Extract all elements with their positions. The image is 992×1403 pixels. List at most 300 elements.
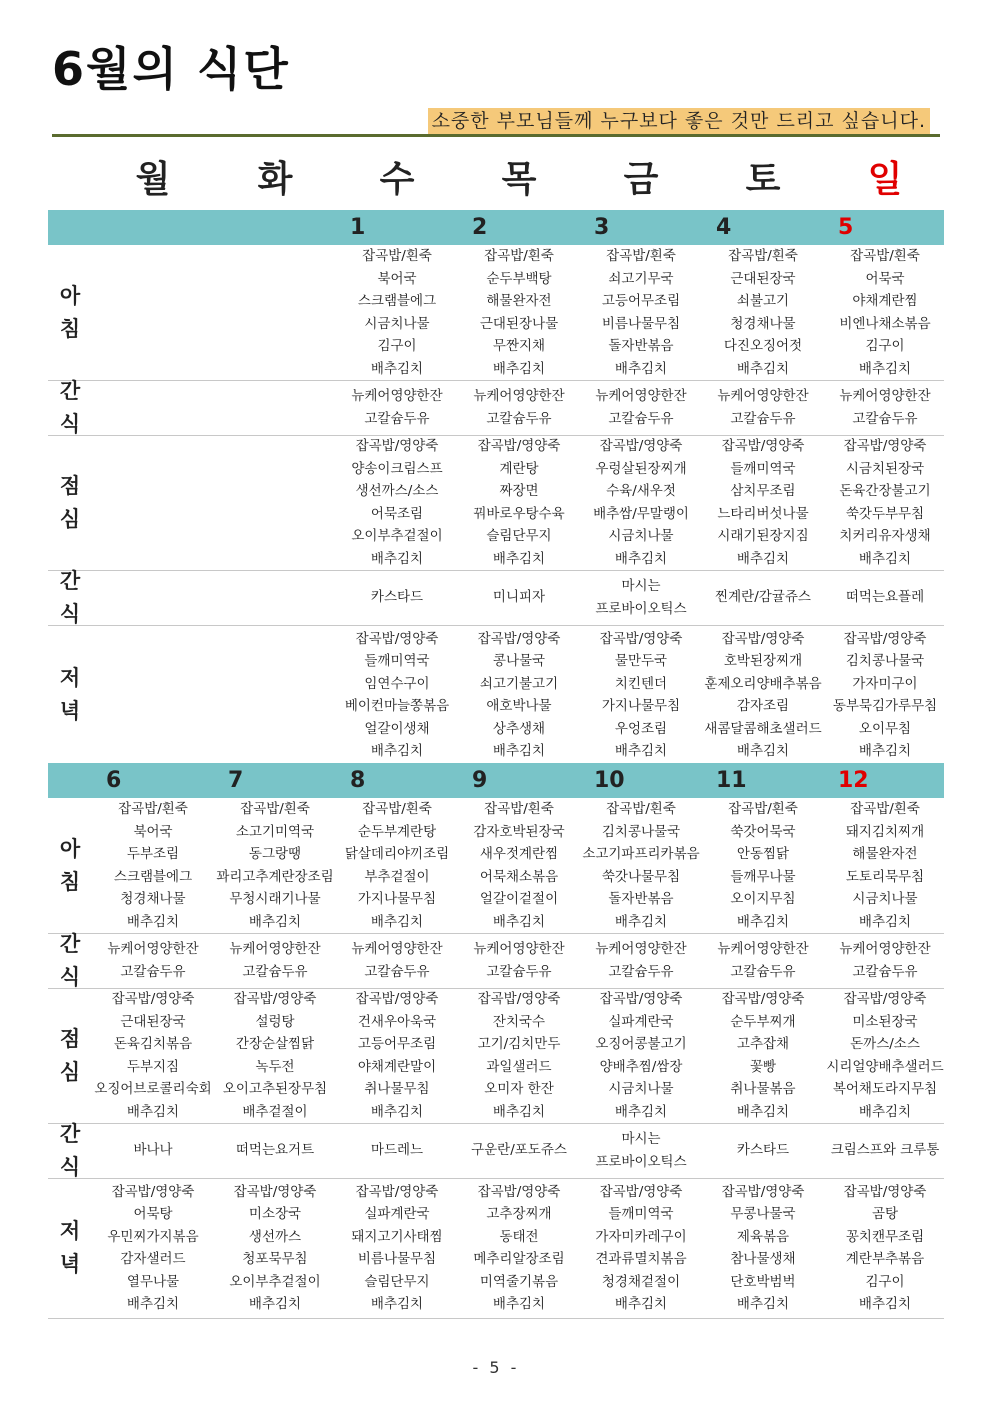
menu-cell — [214, 380, 336, 435]
menu-item: 미소장국 — [248, 1206, 302, 1222]
menu-item: 복어채도라지무침 — [832, 1081, 938, 1097]
menu-item: 배추김치 — [736, 1296, 790, 1312]
menu-item: 돌자반볶음 — [608, 891, 674, 907]
menu-cell — [824, 988, 946, 1123]
menu-item: 시금치나물 — [364, 315, 430, 332]
menu-item: 잡곡밥/영양죽 — [111, 1183, 195, 1200]
menu-item: 잡곡밥/흰죽 — [118, 801, 188, 817]
menu-item: 돈까스/소스 — [850, 1036, 920, 1052]
menu-cell — [336, 988, 458, 1123]
menu-item: 잡곡밥/영양죽 — [477, 1183, 561, 1200]
menu-item: 견과류멸치볶음 — [595, 1251, 687, 1267]
meal-label: 아 침 — [59, 283, 81, 341]
menu-cell — [824, 933, 946, 988]
menu-item: 스크램블에그 — [113, 868, 193, 885]
menu-item: 바나나 — [133, 1142, 173, 1159]
menu-cell — [824, 380, 946, 435]
menu-cell — [580, 380, 702, 435]
day-number: 12 — [838, 768, 869, 793]
menu-item: 프로바이오틱스 — [595, 1153, 687, 1170]
menu-item: 배추김치 — [614, 1103, 668, 1120]
menu-item: 근대된장국 — [120, 1013, 186, 1030]
menu-item: 잡곡밥/흰죽 — [850, 801, 920, 817]
meal-row-snack1 — [48, 933, 944, 989]
menu-item: 야채계란찜 — [852, 293, 918, 309]
menu-item: 오미자 한잔 — [484, 1081, 554, 1097]
menu-item: 해물완자전 — [486, 293, 552, 309]
menu-item: 김구이 — [865, 1273, 905, 1290]
menu-item: 베이컨마늘쫑볶음 — [344, 698, 450, 714]
menu-item: 배추김치 — [370, 360, 424, 377]
menu-item: 김치콩나물국 — [845, 653, 925, 669]
menu-item: 고칼슘두유 — [364, 963, 430, 980]
weekday-1: 화 — [257, 159, 293, 200]
menu-item: 비름나물무침 — [601, 315, 681, 332]
menu-cell — [336, 245, 458, 380]
menu-item: 순두부계란탕 — [357, 823, 437, 840]
menu-item: 시래기된장지짐 — [717, 528, 809, 544]
menu-item: 배추김치 — [858, 1103, 912, 1120]
menu-item: 곰탕 — [871, 1206, 899, 1222]
menu-item: 배추김치 — [492, 743, 546, 759]
menu-cell — [458, 570, 580, 625]
title-divider — [52, 134, 940, 137]
menu-item: 콩나물국 — [492, 653, 546, 669]
menu-cell — [824, 1123, 946, 1178]
menu-cell — [214, 570, 336, 625]
menu-item: 가지나물무침 — [601, 698, 681, 714]
menu-item: 어묵탕 — [133, 1206, 173, 1222]
menu-item: 가자미카레구이 — [595, 1228, 687, 1245]
menu-item: 고기/김치만두 — [477, 1036, 561, 1052]
weekday-3: 목 — [501, 159, 537, 200]
menu-item: 배추김치 — [370, 1103, 424, 1120]
menu-cell — [92, 988, 214, 1123]
meal-label: 점 심 — [59, 473, 81, 531]
menu-item: 우렁살된장찌개 — [595, 460, 687, 477]
menu-item: 뉴케어영양한잔 — [473, 388, 565, 404]
menu-item: 녹두전 — [255, 1058, 295, 1075]
menu-item: 애호박나물 — [486, 698, 552, 714]
menu-item: 배추김치 — [370, 550, 424, 567]
menu-cell — [92, 245, 214, 380]
menu-item: 잡곡밥/영양죽 — [843, 630, 927, 647]
menu-item: 배추김치 — [492, 550, 546, 567]
menu-item: 고등어무조림 — [601, 293, 681, 309]
menu-item: 떠먹는요거트 — [235, 1142, 315, 1159]
menu-item: 배추김치 — [126, 1296, 180, 1312]
menu-item: 오이부추겉절이 — [229, 1273, 321, 1290]
menu-item: 배추김치 — [492, 360, 546, 377]
menu-cell — [580, 1178, 702, 1318]
meal-label: 간 식 — [59, 1121, 81, 1179]
menu-item: 잡곡밥/흰죽 — [850, 248, 920, 264]
menu-item: 잡곡밥/영양죽 — [477, 630, 561, 647]
menu-cell — [702, 380, 824, 435]
menu-item: 청경채나물 — [120, 891, 186, 907]
menu-item: 뉴케어영양한잔 — [595, 388, 687, 404]
menu-item: 고칼슘두유 — [486, 410, 552, 427]
subtitle-banner: 소중한 부모님들께 누구보다 좋은 것만 드리고 싶습니다. — [428, 108, 930, 135]
menu-item: 쑥갓두부무침 — [845, 505, 925, 522]
menu-item: 배추김치 — [858, 360, 912, 377]
menu-cell — [458, 245, 580, 380]
menu-item: 프로바이오틱스 — [595, 600, 687, 617]
menu-cell — [702, 1123, 824, 1178]
menu-item: 잡곡밥/영양죽 — [355, 1183, 439, 1200]
menu-item: 고칼슘두유 — [852, 410, 918, 427]
menu-item: 고등어무조림 — [357, 1036, 437, 1052]
menu-cell — [702, 435, 824, 570]
menu-item: 호박된장찌개 — [723, 653, 803, 669]
menu-item: 간장순살찜닭 — [235, 1036, 315, 1052]
menu-item: 크림스프와 크루통 — [830, 1142, 940, 1159]
menu-item: 오이고추된장무침 — [222, 1081, 328, 1097]
menu-item: 참나물생채 — [730, 1251, 796, 1267]
menu-item: 잡곡밥/영양죽 — [111, 991, 195, 1007]
menu-cell — [580, 988, 702, 1123]
menu-cell — [824, 435, 946, 570]
menu-item: 삼치무조림 — [730, 483, 796, 499]
menu-item: 건새우아욱국 — [357, 1013, 437, 1030]
menu-cell — [458, 435, 580, 570]
menu-item: 잡곡밥/영양죽 — [477, 991, 561, 1007]
menu-item: 마시는 — [621, 1131, 661, 1147]
menu-item: 잡곡밥/흰죽 — [606, 248, 676, 264]
menu-item: 실파계란국 — [364, 1206, 430, 1222]
menu-item: 배추김치 — [736, 550, 790, 567]
menu-item: 미니피자 — [492, 589, 546, 606]
menu-cell — [702, 625, 824, 765]
menu-item: 배추김치 — [736, 360, 790, 377]
menu-item: 배추김치 — [858, 550, 912, 567]
menu-item: 배추김치 — [492, 913, 546, 930]
menu-item: 배추겉절이 — [242, 1103, 308, 1120]
menu-item: 어묵조림 — [370, 505, 424, 522]
menu-cell — [92, 570, 214, 625]
menu-item: 배추김치 — [248, 913, 302, 930]
menu-cell — [580, 570, 702, 625]
menu-item: 닭살데리야끼조림 — [344, 846, 450, 862]
menu-item: 도토리묵무침 — [845, 868, 925, 885]
menu-item: 쇠고기불고기 — [479, 675, 559, 692]
menu-item: 얼갈이생채 — [364, 720, 430, 737]
menu-item: 잡곡밥/흰죽 — [728, 801, 798, 817]
menu-item: 훈제오리양배추볶음 — [704, 675, 822, 692]
menu-item: 잡곡밥/영양죽 — [355, 630, 439, 647]
menu-cell — [214, 625, 336, 765]
menu-item: 배추김치 — [614, 743, 668, 759]
menu-item: 근대된장나물 — [479, 315, 559, 332]
menu-item: 잡곡밥/영양죽 — [233, 1183, 317, 1200]
menu-cell — [458, 933, 580, 988]
menu-item: 고칼슘두유 — [608, 410, 674, 427]
menu-item: 무콩나물국 — [730, 1206, 796, 1222]
meal-row-snack2 — [48, 570, 944, 626]
menu-item: 잡곡밥/흰죽 — [728, 248, 798, 264]
weekday-header — [48, 150, 944, 210]
meal-row-breakfast — [48, 798, 944, 934]
menu-item: 고칼슘두유 — [486, 963, 552, 980]
menu-cell — [580, 435, 702, 570]
menu-item: 새콤달콤해초샐러드 — [704, 720, 822, 737]
meal-row-dinner — [48, 625, 944, 766]
menu-item: 어묵국 — [865, 270, 905, 287]
menu-item: 배추쌈/무말랭이 — [593, 505, 689, 522]
menu-item: 쑥갓나물무침 — [601, 868, 681, 885]
week-date-bar — [48, 210, 944, 245]
menu-cell — [336, 933, 458, 988]
menu-item: 김구이 — [377, 338, 417, 354]
menu-item: 실파계란국 — [608, 1013, 674, 1030]
menu-item: 들깨무나물 — [730, 868, 796, 885]
meal-label: 저 녁 — [59, 1219, 81, 1276]
menu-item: 오징어콩불고기 — [595, 1036, 687, 1052]
menu-item: 잡곡밥/영양죽 — [721, 991, 805, 1007]
menu-item: 느타리버섯나물 — [717, 505, 809, 522]
weekday-0: 월 — [135, 159, 171, 200]
menu-item: 단호박범벅 — [730, 1273, 796, 1290]
meal-label: 점 심 — [59, 1026, 81, 1084]
menu-item: 배추김치 — [736, 1103, 790, 1120]
menu-item: 다진오징어젓 — [723, 338, 803, 354]
menu-item: 배추김치 — [736, 913, 790, 930]
menu-cell — [336, 625, 458, 765]
menu-item: 마드레느 — [370, 1142, 424, 1159]
day-number: 7 — [228, 768, 244, 793]
weekday-2: 수 — [379, 159, 415, 200]
menu-item: 설렁탕 — [255, 1013, 295, 1030]
day-number: 6 — [106, 768, 122, 793]
menu-cell — [214, 988, 336, 1123]
menu-cell — [214, 1178, 336, 1318]
menu-item: 생선까스 — [248, 1228, 302, 1245]
menu-item: 잡곡밥/영양죽 — [599, 630, 683, 647]
menu-item: 취나물볶음 — [730, 1081, 796, 1097]
menu-item: 치커리유자생채 — [839, 528, 931, 544]
menu-item: 고칼슘두유 — [242, 963, 308, 980]
menu-item: 동태전 — [499, 1228, 539, 1245]
menu-item: 잡곡밥/영양죽 — [843, 991, 927, 1007]
meal-label: 저 녁 — [59, 666, 81, 723]
meal-label: 아 침 — [59, 836, 81, 894]
menu-item: 어묵채소볶음 — [479, 868, 559, 885]
menu-item: 시금치나물 — [852, 891, 918, 907]
menu-cell — [458, 988, 580, 1123]
menu-item: 고칼슘두유 — [120, 963, 186, 980]
menu-cell — [336, 798, 458, 933]
menu-item: 떠먹는요플레 — [845, 589, 925, 606]
menu-item: 얼갈이겉절이 — [479, 891, 559, 907]
menu-item: 청포묵무침 — [242, 1251, 308, 1267]
menu-item: 감자조림 — [736, 698, 790, 714]
menu-item: 김구이 — [865, 338, 905, 354]
menu-item: 꿔바로우탕수육 — [473, 505, 565, 522]
menu-item: 배추김치 — [248, 1296, 302, 1312]
menu-item: 오징어브로콜리숙회 — [94, 1081, 212, 1097]
menu-cell — [458, 380, 580, 435]
menu-item: 꽃빵 — [749, 1058, 777, 1075]
menu-cell — [458, 1178, 580, 1318]
menu-item: 배추김치 — [370, 743, 424, 759]
menu-item: 열무나물 — [126, 1273, 180, 1290]
menu-item: 배추김치 — [614, 360, 668, 377]
menu-cell — [702, 933, 824, 988]
menu-item: 비엔나채소볶음 — [839, 315, 931, 332]
menu-cell — [214, 798, 336, 933]
menu-item: 배추김치 — [370, 913, 424, 930]
menu-cell — [824, 1178, 946, 1318]
menu-cell — [702, 245, 824, 380]
menu-cell — [824, 798, 946, 933]
menu-item: 짜장면 — [499, 483, 539, 499]
menu-item: 뉴케어영양한잔 — [229, 941, 321, 957]
menu-item: 고칼슘두유 — [730, 963, 796, 980]
menu-item: 새우젓계란찜 — [479, 846, 559, 862]
page-title: 6월의 식단 — [52, 42, 290, 96]
menu-item: 돼지고기사태찜 — [351, 1228, 443, 1245]
menu-item: 뉴케어영양한잔 — [595, 941, 687, 957]
day-number: 2 — [472, 215, 488, 240]
menu-item: 치킨텐더 — [614, 675, 668, 692]
menu-item: 북어국 — [133, 823, 173, 840]
menu-item: 두부조림 — [126, 846, 180, 862]
menu-item: 야채계란말이 — [357, 1058, 437, 1075]
menu-item: 카스타드 — [736, 1142, 790, 1159]
menu-cell — [702, 798, 824, 933]
menu-item: 잡곡밥/흰죽 — [606, 801, 676, 817]
menu-item: 잡곡밥/영양죽 — [599, 991, 683, 1007]
menu-cell — [92, 933, 214, 988]
menu-cell — [580, 245, 702, 380]
menu-item: 뉴케어영양한잔 — [351, 941, 443, 957]
menu-item: 동그랑땡 — [248, 846, 302, 862]
meal-row-lunch — [48, 988, 944, 1124]
menu-item: 북어국 — [377, 270, 417, 287]
menu-item: 배추김치 — [858, 913, 912, 930]
menu-item: 시금치나물 — [608, 528, 674, 544]
menu-cell — [458, 1123, 580, 1178]
menu-item: 배추김치 — [614, 550, 668, 567]
menu-item: 잡곡밥/흰죽 — [484, 248, 554, 264]
menu-item: 감자샐러드 — [120, 1251, 186, 1267]
meal-label: 간 식 — [59, 378, 81, 436]
day-number: 4 — [716, 215, 732, 240]
menu-cell — [92, 625, 214, 765]
menu-item: 배추김치 — [858, 743, 912, 759]
day-number: 5 — [838, 215, 854, 240]
menu-item: 뉴케어영양한잔 — [717, 388, 809, 404]
meal-row-breakfast — [48, 245, 944, 381]
menu-item: 고칼슘두유 — [852, 963, 918, 980]
menu-item: 잡곡밥/영양죽 — [233, 991, 317, 1007]
menu-item: 두부지짐 — [126, 1058, 180, 1075]
menu-item: 시금치나물 — [608, 1081, 674, 1097]
meal-row-dinner — [48, 1178, 944, 1319]
menu-item: 부추겉절이 — [364, 868, 430, 885]
menu-cell — [824, 625, 946, 765]
menu-item: 잡곡밥/흰죽 — [362, 248, 432, 264]
menu-item: 임연수구이 — [364, 675, 430, 692]
menu-item: 잡곡밥/영양죽 — [599, 1183, 683, 1200]
menu-item: 순두부백탕 — [486, 270, 552, 287]
menu-cell — [92, 1123, 214, 1178]
menu-item: 잔치국수 — [492, 1013, 546, 1030]
day-number: 1 — [350, 215, 366, 240]
menu-item: 생선까스/소스 — [355, 483, 439, 499]
menu-item: 쇠고기무국 — [608, 270, 674, 287]
menu-cell — [458, 625, 580, 765]
menu-item: 스크램블에그 — [357, 293, 437, 309]
week-date-bar — [48, 763, 944, 798]
menu-item: 상추생채 — [492, 720, 546, 737]
menu-item: 메추리알장조림 — [473, 1251, 565, 1267]
menu-cell — [458, 798, 580, 933]
menu-item: 잡곡밥/영양죽 — [843, 1183, 927, 1200]
menu-item: 돈육간장불고기 — [839, 483, 931, 499]
page-number: - 5 - — [472, 1358, 520, 1377]
day-number: 11 — [716, 768, 747, 793]
menu-item: 구운란/포도쥬스 — [471, 1142, 567, 1159]
menu-item: 꽁치캔무조림 — [845, 1228, 925, 1245]
menu-item: 소고기미역국 — [235, 823, 315, 840]
menu-cell — [580, 1123, 702, 1178]
menu-item: 잡곡밥/흰죽 — [362, 801, 432, 817]
menu-item: 과일샐러드 — [486, 1058, 552, 1075]
menu-item: 근대된장국 — [730, 270, 796, 287]
menu-item: 배추김치 — [736, 743, 790, 759]
menu-item: 우엉조림 — [614, 720, 668, 737]
menu-item: 시리얼양배추샐러드 — [826, 1058, 944, 1075]
menu-cell — [702, 1178, 824, 1318]
menu-item: 무청시래기나물 — [229, 891, 321, 907]
menu-item: 배추김치 — [492, 1296, 546, 1312]
menu-item: 돈육김치볶음 — [113, 1036, 193, 1052]
menu-cell — [824, 570, 946, 625]
menu-item: 들깨미역국 — [730, 460, 796, 477]
menu-cell — [336, 570, 458, 625]
menu-item: 배추김치 — [858, 1296, 912, 1312]
menu-item: 동부묵김가루무침 — [832, 698, 938, 714]
menu-cell — [336, 380, 458, 435]
menu-item: 순두부찌개 — [730, 1013, 796, 1030]
menu-item: 배추김치 — [126, 913, 180, 930]
menu-item: 찐계란/감귤쥬스 — [715, 589, 811, 606]
menu-item: 고칼슘두유 — [730, 410, 796, 427]
menu-item: 돼지김치찌개 — [845, 823, 925, 840]
menu-cell — [336, 435, 458, 570]
menu-item: 들깨미역국 — [608, 1206, 674, 1222]
menu-item: 오이무침 — [858, 720, 912, 737]
meal-row-snack2 — [48, 1123, 944, 1179]
menu-item: 들깨미역국 — [364, 653, 430, 669]
menu-item: 고칼슘두유 — [364, 410, 430, 427]
menu-item: 배추김치 — [126, 1103, 180, 1120]
menu-item: 잡곡밥/영양죽 — [843, 438, 927, 454]
meal-row-lunch — [48, 435, 944, 571]
menu-item: 꽈리고추계란장조림 — [216, 868, 334, 885]
menu-item: 계란부추볶음 — [845, 1251, 925, 1267]
menu-item: 잡곡밥/흰죽 — [484, 801, 554, 817]
menu-item: 수육/새우젓 — [606, 483, 676, 499]
menu-item: 소고기파프리카볶음 — [582, 846, 700, 862]
menu-cell — [702, 570, 824, 625]
menu-item: 잡곡밥/영양죽 — [355, 438, 439, 454]
menu-item: 뉴케어영양한잔 — [839, 941, 931, 957]
menu-cell — [580, 933, 702, 988]
menu-item: 슬림단무지 — [486, 528, 552, 544]
day-number: 3 — [594, 215, 610, 240]
